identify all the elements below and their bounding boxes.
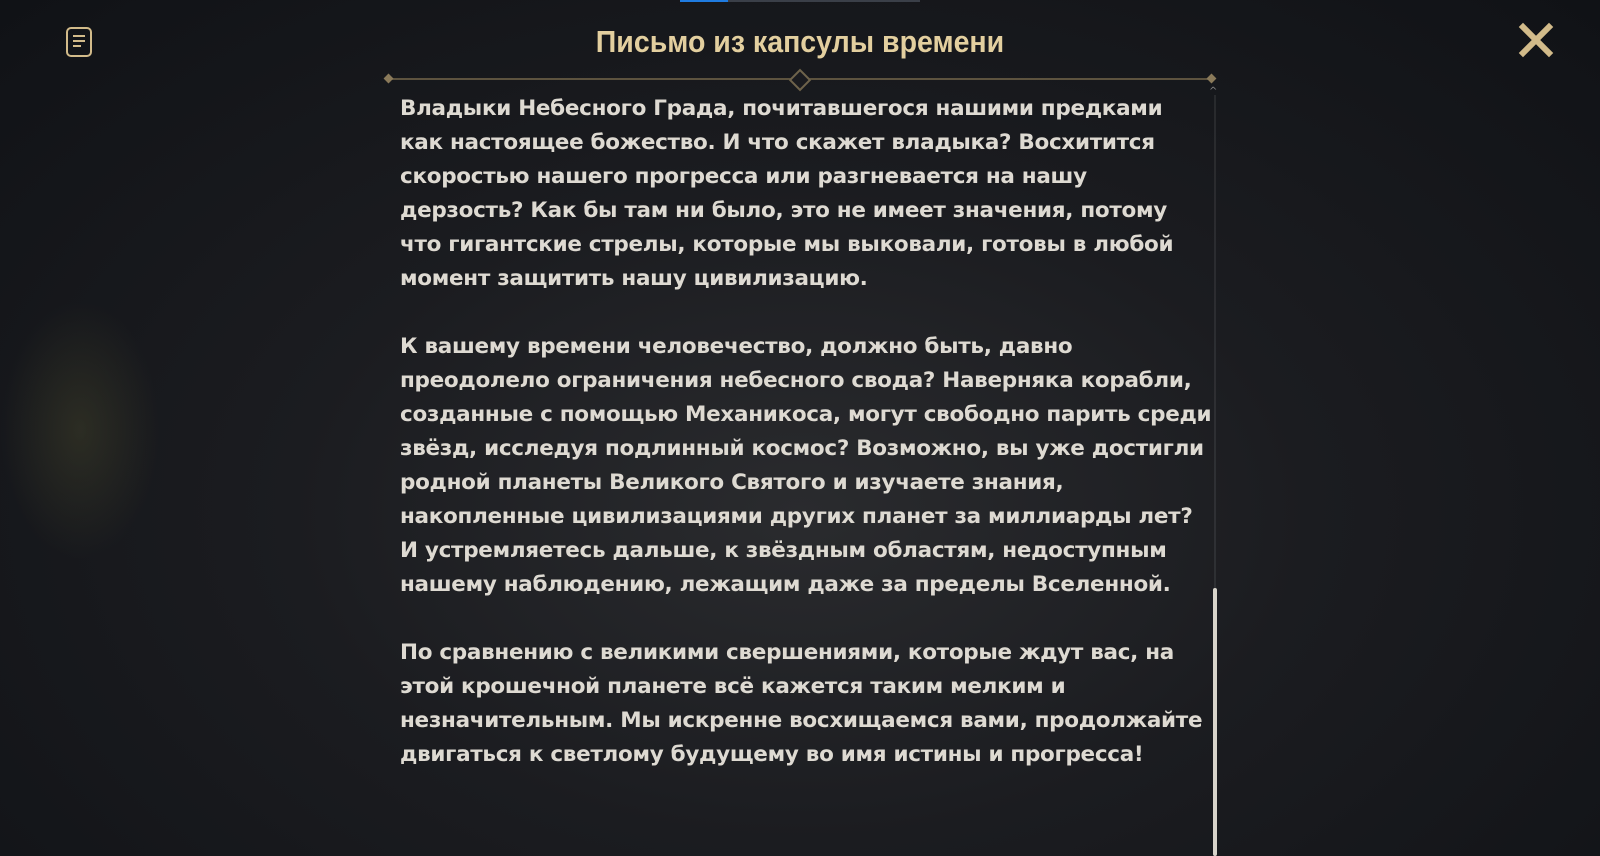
paragraph: По сравнению с великими свершениями, которые ждут вас, на этой крошечной планете всё кажется таким мелким и незначительным. Мы искренне восхищаемся вами, продолжайте двигаться к светлому будущему во имя истины и прогресса! <box>400 640 1203 767</box>
divider-ornament <box>789 69 812 92</box>
loading-indicator <box>680 0 920 2</box>
scrollbar-thumb[interactable] <box>1213 588 1217 856</box>
paragraph: К вашему времени человечество, должно быть, давно преодолело ограничения небесного свода? Наверняка корабли, созданные с помощью Механикоса, могут свободно парить среди звёзд, исследуя подлинный космос? Возможно, вы уже достигли родной планеты Великого Святого и изучаете знания, накопленные цивилизациями других планет за миллиарды лет? И устремляетесь дальше, к звёздным областям, недоступным нашему наблюдению, лежащим даже за пределы Вселенной. <box>400 334 1212 597</box>
scroll-up-icon: ^ <box>1209 86 1218 97</box>
page-title: Письмо из капсулы времени <box>595 24 1005 59</box>
background-scene <box>0 300 160 560</box>
letter-body <box>400 92 1212 806</box>
paragraph: Владыки Небесного Града, почитавшегося нашими предками как настоящее божество. И что скажет владыка? Восхитится скоростью нашего прогресса или разгневается на нашу дерзость? Как бы там ни было, это не имеет значения, потому что гигантские стрелы, которые мы выковали, готовы в любой момент защитить нашу цивилизацию. <box>400 96 1174 291</box>
